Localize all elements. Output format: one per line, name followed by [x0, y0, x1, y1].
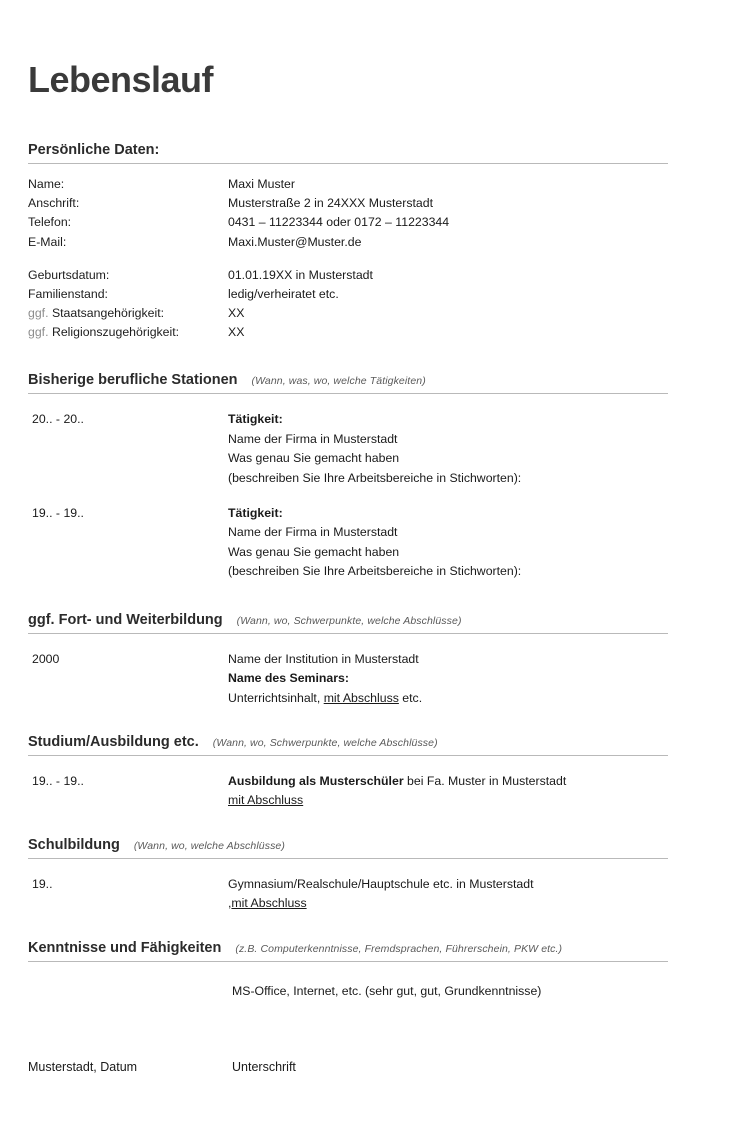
row-value: 0431 – 11223344 oder 0172 – 11223344 — [228, 215, 450, 230]
section-heading-career-label: Bisherige berufliche Stationen — [28, 372, 238, 389]
section-hint-training: (Wann, wo, Schwerpunkte, welche Abschlüsse) — [236, 614, 462, 627]
table-row — [28, 285, 668, 304]
entry-line: Name der Firma in Musterstadt — [228, 525, 398, 540]
row-value: XX — [228, 325, 245, 340]
entry-line: Was genau Sie gemacht haben — [228, 544, 400, 559]
row-value: 01.01.19XX in Musterstadt — [228, 267, 373, 282]
skills-value: MS-Office, Internet, etc. (sehr gut, gut, Grundkenntnisse) — [232, 983, 542, 998]
signature-label: Unterschrift — [232, 1059, 296, 1074]
entry-role-label: Tätigkeit: — [228, 412, 283, 427]
row-label: Anschrift: — [28, 196, 80, 211]
section-hint-school: (Wann, wo, welche Abschlüsse) — [133, 839, 285, 852]
row-value: Maxi.Muster@Muster.de — [228, 234, 362, 249]
entry-date: 19.. - 19.. — [32, 774, 84, 789]
table-row — [28, 323, 668, 342]
entry-body — [228, 504, 668, 582]
row-label — [28, 323, 228, 342]
personal-data-table — [28, 175, 668, 342]
section-heading-skills — [28, 940, 668, 956]
entry-line: Name der Institution in Musterstadt — [228, 651, 419, 666]
section-heading-training — [28, 612, 668, 628]
entry-line-bold: Ausbildung als Musterschüler — [228, 774, 404, 789]
section-heading-career — [28, 372, 668, 388]
career-entry — [28, 504, 668, 582]
section-studies — [28, 734, 668, 811]
school-entry — [28, 875, 668, 914]
section-hint-skills: (z.B. Computerkenntnisse, Fremdsprachen, Führerschein, PKW etc.) — [235, 942, 563, 955]
section-career — [28, 372, 668, 581]
divider-career — [28, 393, 668, 394]
divider-studies — [28, 755, 668, 756]
entry-date: 19.. - 19.. — [32, 506, 84, 521]
section-skills — [28, 940, 668, 998]
table-row — [28, 266, 668, 285]
entry-line-underlined: mit Abschluss — [323, 690, 399, 705]
entry-line: Gymnasium/Realschule/Hauptschule etc. in Musterstadt — [228, 876, 534, 891]
career-entry — [28, 410, 668, 488]
signature-row — [28, 1060, 668, 1074]
section-heading-personal-label: Persönliche Daten: — [28, 142, 160, 158]
entry-line-rest: bei Fa. Muster in Musterstadt — [403, 774, 567, 789]
entry-role-label: Tätigkeit: — [228, 506, 283, 521]
section-heading-school-label: Schulbildung — [28, 836, 120, 853]
section-hint-studies: (Wann, wo, Schwerpunkte, welche Abschlüsse) — [212, 737, 438, 750]
table-row — [28, 175, 668, 194]
table-row — [28, 304, 668, 323]
section-heading-skills-label: Kenntnisse und Fähigkeiten — [28, 939, 222, 956]
entry-line-pre: Unterrichtsinhalt, — [228, 690, 324, 705]
row-value: XX — [228, 306, 245, 321]
row-label: Familienstand: — [28, 286, 108, 301]
entry-line-underlined: mit Abschluss — [231, 896, 307, 911]
entry-line-prefix: , — [228, 896, 232, 911]
row-label: Telefon: — [28, 215, 72, 230]
training-entry — [28, 650, 668, 708]
entry-line-underlined: mit Abschluss — [228, 793, 304, 808]
section-hint-career: (Wann, was, wo, welche Tätigkeiten) — [251, 375, 426, 388]
section-heading-personal — [28, 142, 668, 158]
row-value: Maxi Muster — [228, 177, 295, 191]
entry-body — [228, 772, 668, 811]
row-value: ledig/verheiratet etc. — [228, 286, 339, 301]
table-row — [28, 213, 668, 232]
section-heading-training-label: ggf. Fort- und Weiterbildung — [28, 611, 223, 628]
section-heading-studies-label: Studium/Ausbildung etc. — [28, 734, 199, 751]
row-label — [28, 304, 228, 323]
entry-date: 20.. - 20.. — [32, 412, 84, 427]
row-value: Musterstraße 2 in 24XXX Musterstadt — [228, 196, 434, 211]
entry-line: (beschreiben Sie Ihre Arbeitsbereiche in Stichworten): — [228, 470, 522, 485]
studies-entry — [28, 772, 668, 811]
entry-line — [228, 772, 668, 791]
page-title: Lebenslauf — [28, 59, 214, 100]
section-school — [28, 837, 668, 914]
entry-line: Name der Firma in Musterstadt — [228, 431, 398, 446]
table-row — [28, 194, 668, 213]
entry-body — [228, 410, 668, 488]
entry-seminar-label: Name des Seminars: — [228, 671, 349, 686]
entry-body — [228, 875, 668, 914]
entry-line — [228, 689, 668, 708]
document-body — [28, 59, 668, 1074]
section-heading-school — [28, 837, 668, 853]
place-and-date: Musterstadt, Datum — [28, 1059, 138, 1074]
entry-line — [228, 791, 668, 810]
row-label-prefix: ggf. — [28, 306, 49, 321]
entry-date: 2000 — [32, 651, 60, 666]
divider-skills — [28, 961, 668, 962]
section-training — [28, 612, 668, 708]
row-label-prefix: ggf. — [28, 325, 49, 340]
entry-line: Was genau Sie gemacht haben — [228, 451, 400, 466]
entry-line — [228, 894, 668, 913]
row-label: E-Mail: — [28, 234, 67, 249]
entry-line: (beschreiben Sie Ihre Arbeitsbereiche in Stichworten): — [228, 564, 522, 579]
row-label-text: Staatsangehörigkeit: — [51, 306, 165, 321]
row-label-text: Religionszugehörigkeit: — [51, 325, 180, 340]
divider-training — [28, 633, 668, 634]
row-label: Name: — [28, 177, 65, 191]
section-personal-data — [28, 142, 668, 342]
spacer — [28, 252, 668, 266]
entry-date: 19.. — [32, 876, 53, 891]
divider-personal — [28, 163, 668, 164]
entry-body — [228, 650, 668, 708]
entry-line-post: etc. — [398, 690, 423, 705]
row-label: Geburtsdatum: — [28, 267, 110, 282]
section-heading-studies — [28, 734, 668, 750]
divider-school — [28, 858, 668, 859]
table-row — [28, 233, 668, 252]
